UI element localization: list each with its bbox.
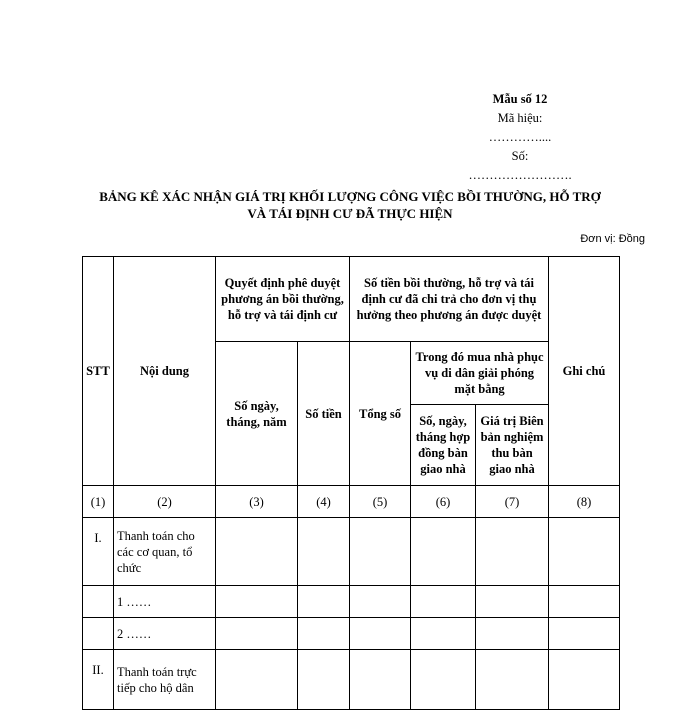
col-number: (3) — [216, 486, 298, 518]
row-stt: I. — [83, 518, 114, 586]
row-stt — [83, 618, 114, 650]
col-number: (5) — [350, 486, 411, 518]
header-date: Số ngày, tháng, năm — [216, 342, 298, 486]
title-line-1: BẢNG KÊ XÁC NHẬN GIÁ TRỊ KHỐI LƯỢNG CÔNG VIỆC BỒI THƯỜNG, HỖ TRỢ — [99, 189, 601, 204]
row-content: Thanh toán cho các cơ quan, tổ chức — [114, 518, 216, 586]
table-row — [83, 650, 620, 710]
code-dots: ………….... — [488, 130, 552, 144]
row-content: Thanh toán trực tiếp cho hộ dân — [114, 650, 216, 710]
header-decision: Quyết định phê duyệt phương án bồi thường, hỗ trợ và tái định cư — [216, 257, 350, 342]
header-content: Nội dung — [114, 257, 216, 486]
col-number: (1) — [83, 486, 114, 518]
header-stt: STT — [83, 257, 114, 486]
header-amount: Số tiền — [298, 342, 350, 486]
header-value: Giá trị Biên bản nghiệm thu bàn giao nhà — [476, 405, 549, 486]
table-row — [83, 586, 620, 618]
code-label: Mã hiệu: — [497, 111, 543, 125]
form-number: Mẫu số 12 — [492, 92, 548, 106]
number-dots: ……………………. — [468, 168, 572, 182]
col-number: (2) — [114, 486, 216, 518]
col-number: (7) — [476, 486, 549, 518]
form-header — [440, 90, 600, 185]
row-stt: II. — [83, 650, 114, 710]
row-content: 2 …… — [114, 618, 216, 650]
row-content: 1 …… — [114, 586, 216, 618]
table-row — [83, 518, 620, 586]
col-number: (6) — [411, 486, 476, 518]
number-label: Số: — [511, 149, 529, 163]
currency-unit: Đơn vị: Đồng — [580, 233, 645, 245]
col-number: (8) — [549, 486, 620, 518]
header-housing: Trong đó mua nhà phục vụ di dân giải phóng mặt bằng — [411, 342, 549, 405]
column-number-row — [83, 486, 620, 518]
statement-table — [82, 256, 620, 710]
col-number: (4) — [298, 486, 350, 518]
title-line-2: VÀ TÁI ĐỊNH CƯ ĐÃ THỰC HIỆN — [247, 206, 453, 221]
table-row — [83, 618, 620, 650]
header-note: Ghi chú — [549, 257, 620, 486]
header-contract: Số, ngày, tháng hợp đồng bàn giao nhà — [411, 405, 476, 486]
row-stt — [83, 586, 114, 618]
document-title — [70, 188, 630, 222]
header-paid: Số tiền bồi thường, hỗ trợ và tái định cư đã chi trả cho đơn vị thụ hưởng theo phương án được duyệt — [350, 257, 549, 342]
header-total: Tổng số — [350, 342, 411, 486]
